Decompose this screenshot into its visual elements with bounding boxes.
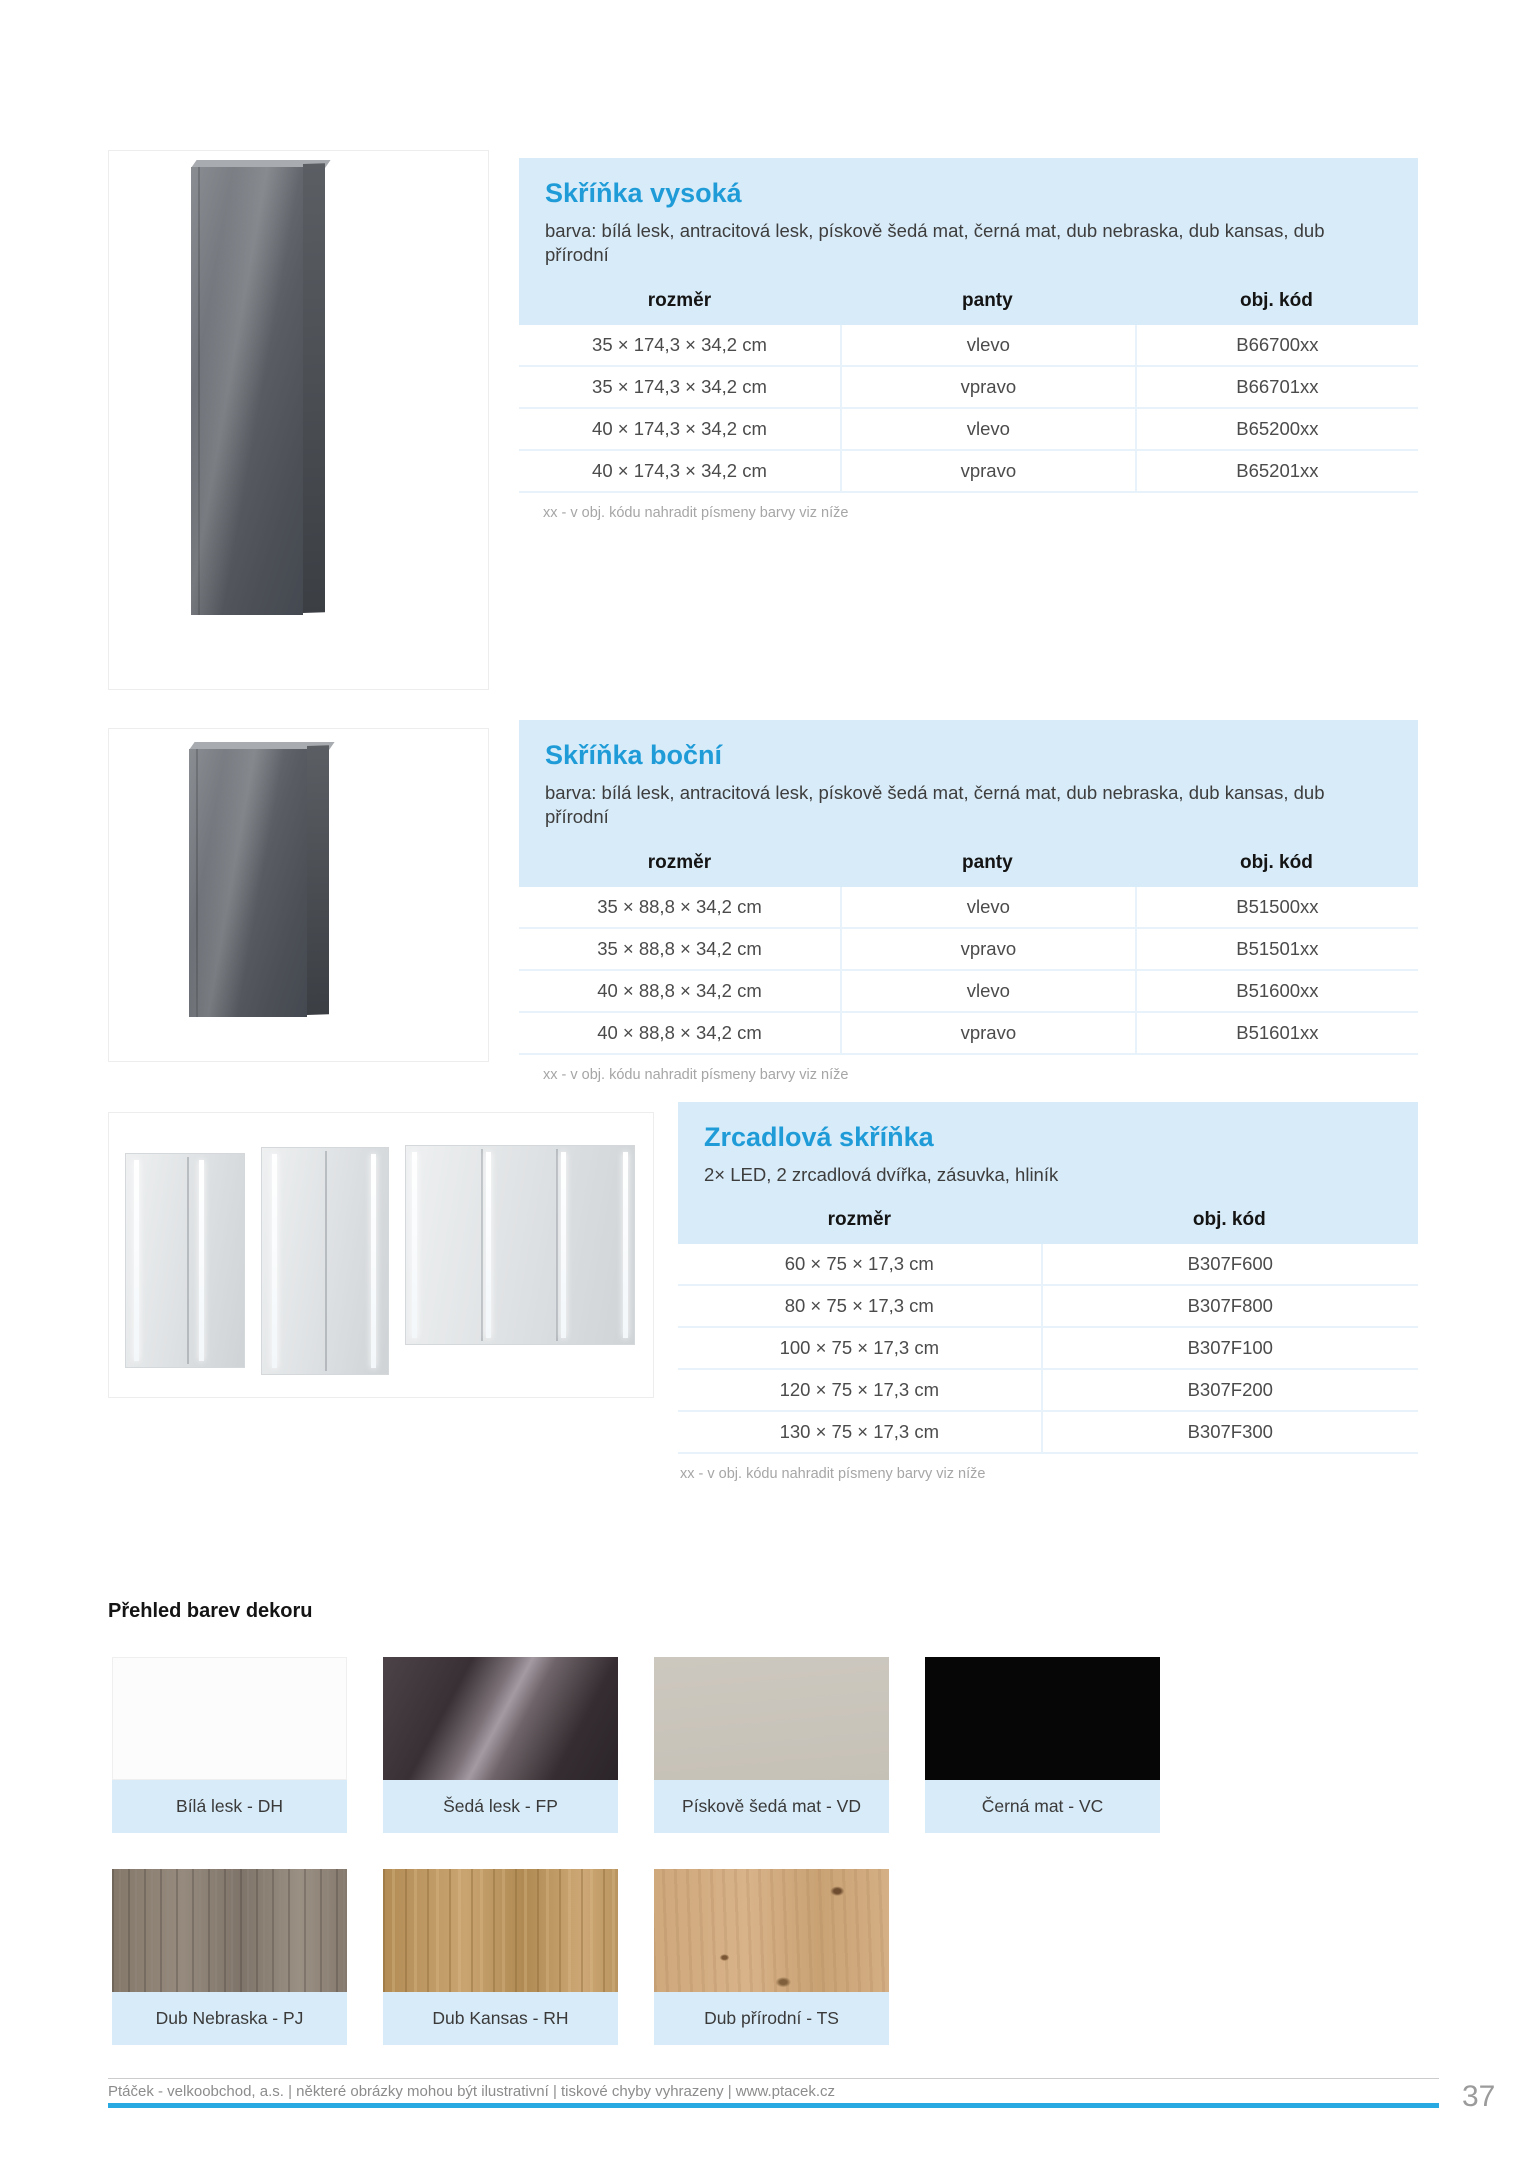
decor-swatch-row-1 [112, 1657, 1160, 1833]
mirror-cabinet-medium [261, 1147, 389, 1375]
swatch-cerna-mat [925, 1657, 1160, 1833]
page-number: 37 [1462, 2080, 1496, 2113]
cell-obj-kod: B307F200 [1041, 1370, 1418, 1410]
column-header-obj-kod: obj. kód [1192, 1209, 1266, 1231]
swatch-label: Černá mat - VC [925, 1780, 1160, 1833]
mirror-cabinet-large [405, 1145, 635, 1345]
swatch-label: Bílá lesk - DH [112, 1780, 347, 1833]
footnote: xx - v obj. kódu nahradit písmeny barvy viz níže [543, 504, 849, 521]
section-description: 2× LED, 2 zrcadlová dvířka, zásuvka, hliník [704, 1164, 1059, 1185]
table-row [519, 1013, 1418, 1055]
cell-rozmer: 35 × 88,8 × 34,2 cm [597, 937, 762, 959]
table-header-row [678, 1193, 1418, 1244]
column-header-obj-kod: obj. kód [1239, 851, 1313, 873]
swatch-label: Dub Nebraska - PJ [112, 1992, 347, 2045]
cell-rozmer: 100 × 75 × 17,3 cm [779, 1337, 939, 1359]
cell-rozmer: 120 × 75 × 17,3 cm [779, 1379, 939, 1401]
cell-rozmer: 35 × 88,8 × 34,2 cm [597, 895, 762, 917]
footer-accent-bar [108, 2103, 1439, 2108]
swatch-color-sample [654, 1657, 889, 1780]
table-row [519, 409, 1418, 451]
cell-rozmer: 80 × 75 × 17,3 cm [784, 1295, 934, 1317]
cell-rozmer: 40 × 174,3 × 34,2 cm [592, 459, 767, 481]
cell-obj-kod: B51601xx [1135, 1013, 1418, 1053]
product-photo-mirror-cabinets [108, 1112, 654, 1398]
cell-rozmer: 60 × 75 × 17,3 cm [784, 1253, 934, 1275]
cabinet-front-face [191, 167, 303, 615]
footnote: xx - v obj. kódu nahradit písmeny barvy viz níže [680, 1466, 986, 1483]
cell-rozmer: 40 × 88,8 × 34,2 cm [597, 979, 762, 1001]
section-title: Skříňka vysoká [545, 178, 742, 208]
column-header-obj-kod: obj. kód [1239, 289, 1313, 311]
product-photo-side-cabinet [108, 728, 489, 1062]
cell-obj-kod: B66700xx [1135, 325, 1418, 365]
cell-rozmer: 40 × 88,8 × 34,2 cm [597, 1021, 762, 1043]
section-title: Skříňka boční [545, 740, 723, 770]
section-description: barva: bílá lesk, antracitová lesk, pískově šedá mat, černá mat, dub nebraska, dub kansas, dub přírodní [545, 782, 1325, 828]
cabinet-front-face [189, 749, 307, 1017]
swatch-color-sample [383, 1657, 618, 1780]
cell-panty: vlevo [840, 409, 1135, 449]
cell-obj-kod: B307F800 [1041, 1286, 1418, 1326]
cell-rozmer: 130 × 75 × 17,3 cm [779, 1421, 939, 1443]
cell-obj-kod: B307F600 [1041, 1244, 1418, 1284]
table-row [678, 1286, 1418, 1328]
table-row [678, 1244, 1418, 1286]
section-header-panel [519, 720, 1418, 887]
decor-swatch-row-2 [112, 1869, 889, 2045]
swatch-seda-lesk [383, 1657, 618, 1833]
cell-obj-kod: B65200xx [1135, 409, 1418, 449]
cell-panty: vpravo [840, 929, 1135, 969]
swatch-color-sample [654, 1869, 889, 1992]
table-row [519, 325, 1418, 367]
cell-rozmer: 35 × 174,3 × 34,2 cm [592, 333, 767, 355]
swatch-color-sample [112, 1657, 347, 1780]
table-header-row [519, 274, 1418, 325]
section-side-cabinet [519, 720, 1418, 1083]
table-row [519, 451, 1418, 493]
cell-obj-kod: B51501xx [1135, 929, 1418, 969]
cell-obj-kod: B307F100 [1041, 1328, 1418, 1368]
cabinet-side-face [307, 745, 329, 1015]
cell-rozmer: 35 × 174,3 × 34,2 cm [592, 375, 767, 397]
column-header-panty: panty [962, 289, 1013, 311]
swatch-label: Dub Kansas - RH [383, 1992, 618, 2045]
swatch-dub-prirodni [654, 1869, 889, 2045]
cell-obj-kod: B307F300 [1041, 1412, 1418, 1452]
decor-colors-heading: Přehled barev dekoru [108, 1600, 313, 1622]
cell-obj-kod: B51600xx [1135, 971, 1418, 1011]
swatch-label: Pískově šedá mat - VD [654, 1780, 889, 1833]
cell-panty: vpravo [840, 451, 1135, 491]
table-body [519, 325, 1418, 493]
footnote: xx - v obj. kódu nahradit písmeny barvy viz níže [543, 1066, 849, 1083]
swatch-label: Dub přírodní - TS [654, 1992, 889, 2045]
cell-panty: vlevo [840, 887, 1135, 927]
swatch-piskove-seda-mat [654, 1657, 889, 1833]
swatch-color-sample [925, 1657, 1160, 1780]
section-header-panel [519, 158, 1418, 325]
cell-panty: vpravo [840, 1013, 1135, 1053]
footer-text: Ptáček - velkoobchod, a.s. | některé obrázky mohou být ilustrativní | tiskové chyby vyhrazeny | www.ptacek.cz [108, 2083, 836, 2100]
table-row [519, 887, 1418, 929]
cell-panty: vpravo [840, 367, 1135, 407]
swatch-dub-nebraska [112, 1869, 347, 2045]
swatch-dub-kansas [383, 1869, 618, 2045]
swatch-color-sample [112, 1869, 347, 1992]
table-row [519, 929, 1418, 971]
cell-rozmer: 40 × 174,3 × 34,2 cm [592, 417, 767, 439]
cell-obj-kod: B66701xx [1135, 367, 1418, 407]
cabinet-side-face [303, 163, 325, 613]
column-header-rozmer: rozměr [647, 289, 712, 311]
swatch-bila-lesk [112, 1657, 347, 1833]
section-description: barva: bílá lesk, antracitová lesk, pískově šedá mat, černá mat, dub nebraska, dub kansas, dub přírodní [545, 220, 1325, 266]
product-photo-tall-cabinet [108, 150, 489, 690]
section-mirror-cabinet [678, 1102, 1418, 1482]
table-row [678, 1328, 1418, 1370]
column-header-panty: panty [962, 851, 1013, 873]
cell-panty: vlevo [840, 971, 1135, 1011]
footer-divider [108, 2078, 1439, 2079]
table-row [678, 1412, 1418, 1454]
section-tall-cabinet [519, 158, 1418, 521]
table-body [678, 1244, 1418, 1454]
swatch-label: Šedá lesk - FP [383, 1780, 618, 1833]
cell-panty: vlevo [840, 325, 1135, 365]
table-header-row [519, 836, 1418, 887]
column-header-rozmer: rozměr [827, 1209, 891, 1231]
cell-obj-kod: B51500xx [1135, 887, 1418, 927]
table-body [519, 887, 1418, 1055]
column-header-rozmer: rozměr [647, 851, 712, 873]
section-title: Zrcadlová skříňka [704, 1122, 934, 1152]
table-row [519, 971, 1418, 1013]
table-row [519, 367, 1418, 409]
mirror-cabinet-small [125, 1153, 245, 1368]
table-row [678, 1370, 1418, 1412]
swatch-color-sample [383, 1869, 618, 1992]
cell-obj-kod: B65201xx [1135, 451, 1418, 491]
section-header-panel [678, 1102, 1418, 1244]
